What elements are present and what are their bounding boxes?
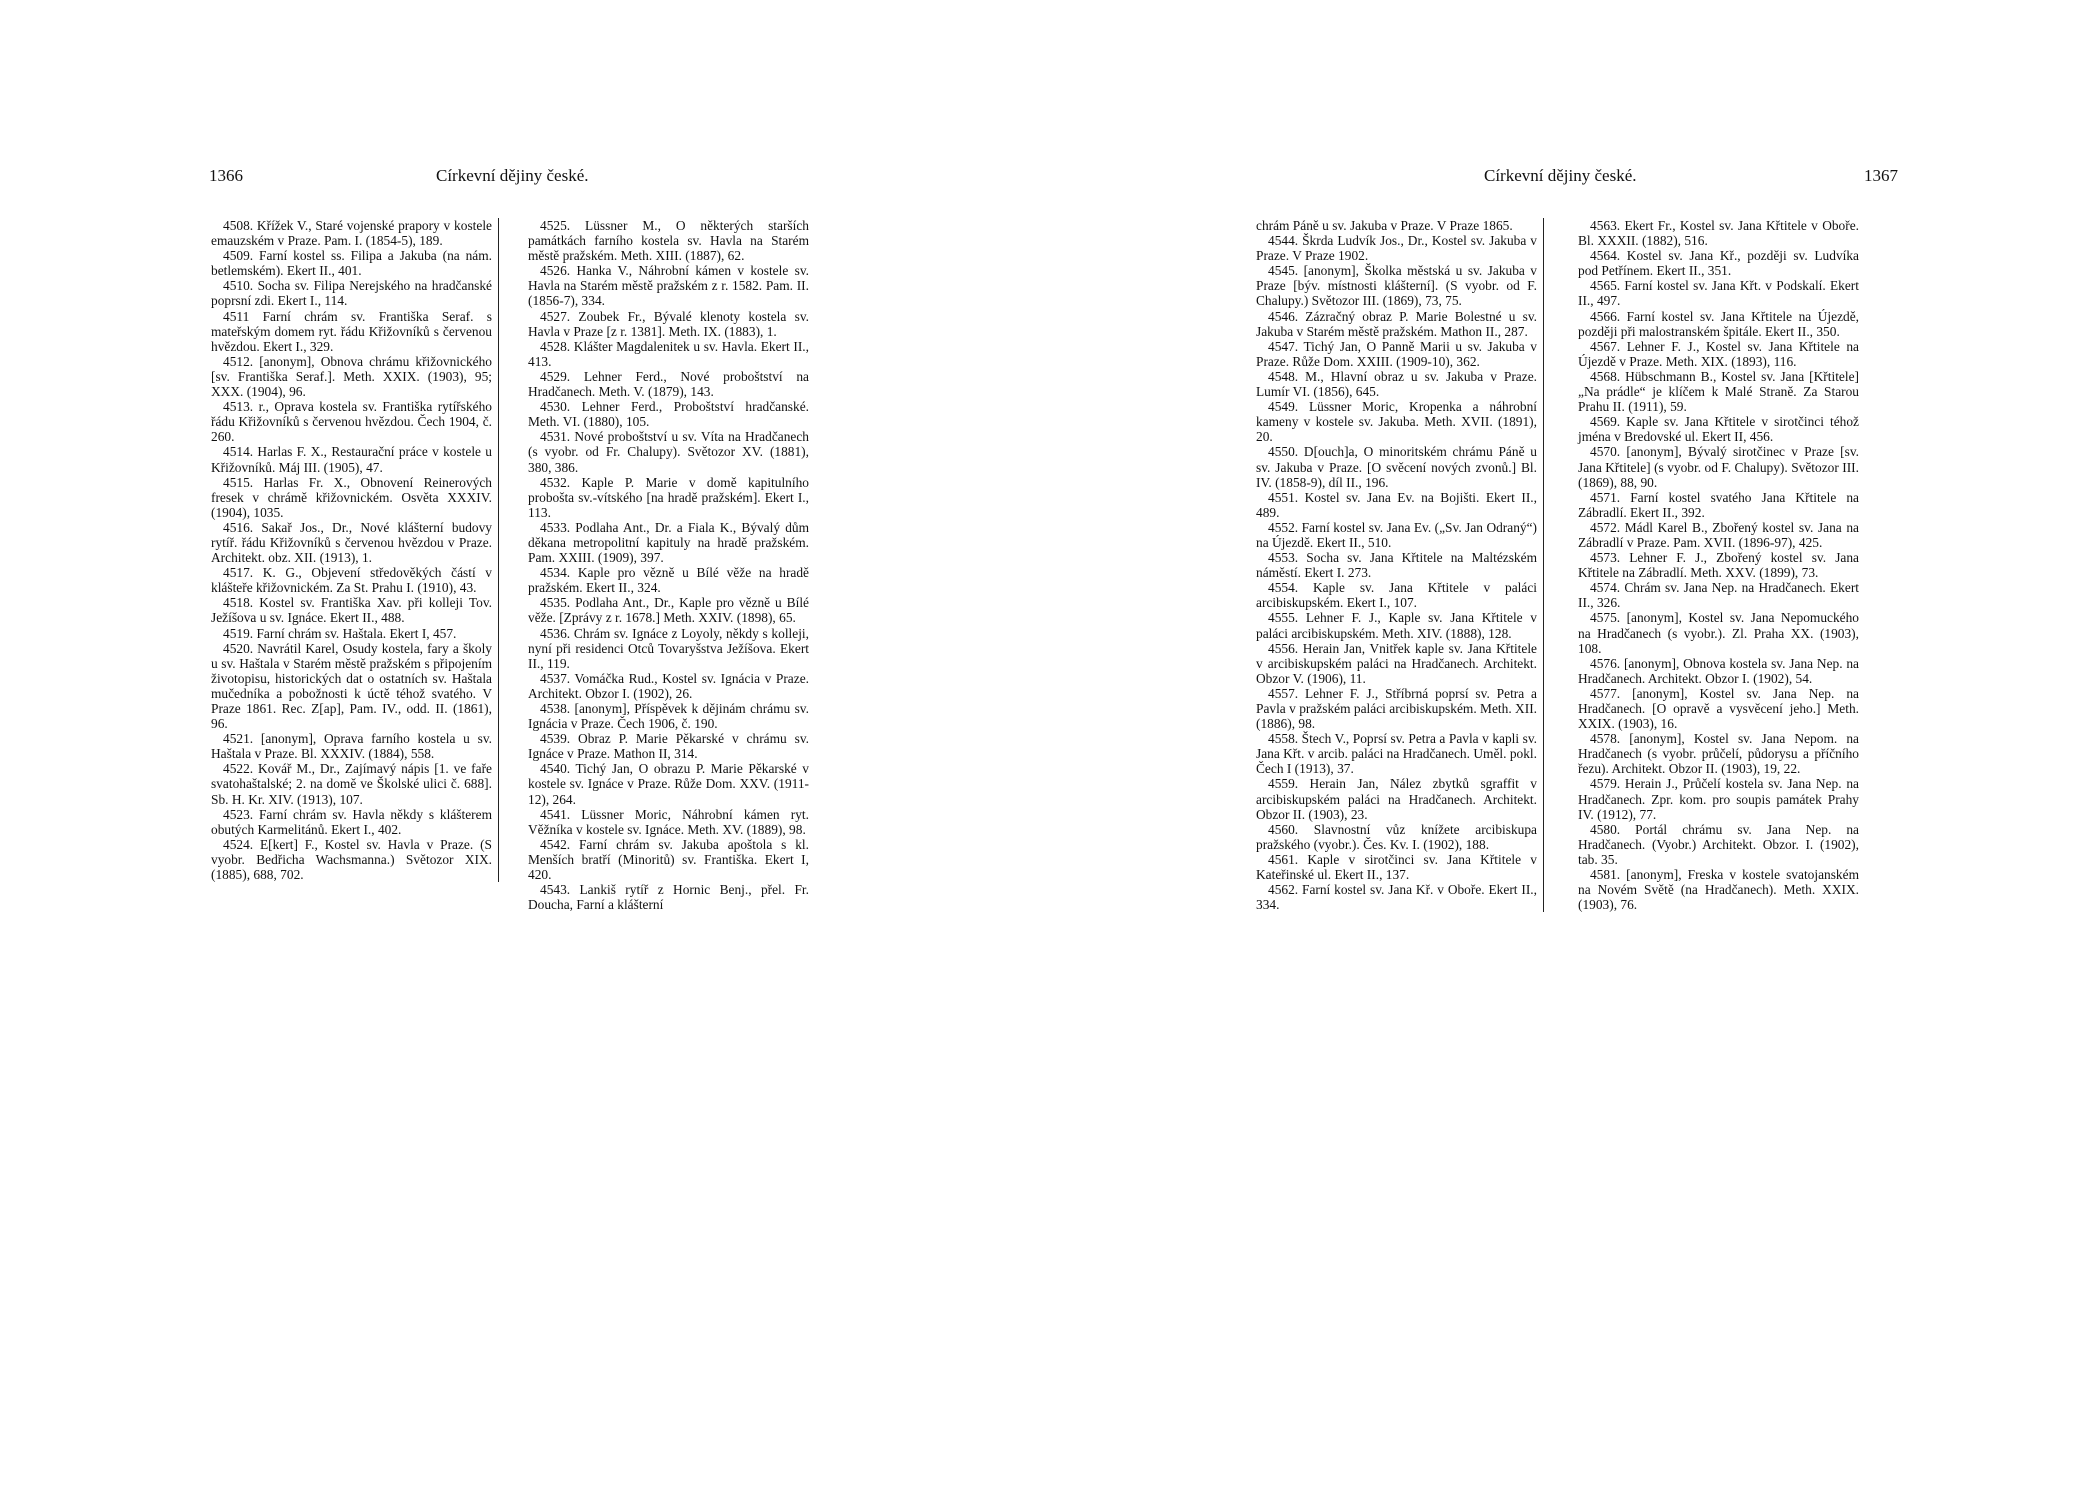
page-number: 1366 [209, 166, 243, 185]
right-page [1048, 0, 2096, 1500]
bibliography-entry: 4552. Farní kostel sv. Jana Ev. („Sv. Jan Odraný“) na Újezdě. Ekert II., 510. [1256, 519, 1537, 550]
bibliography-entry: 4557. Lehner F. J., Stříbrná poprsí sv. Petra a Pavla v pražském paláci arcibiskupském. Meth. XII. (1886), 98. [1256, 685, 1537, 732]
bibliography-entry: 4515. Harlas Fr. X., Obnovení Reinerových fresek v chrámě křižovnickém. Osvěta XXXIV. (1904), 1035. [211, 474, 492, 520]
bibliography-entry: chrám Páně u sv. Jakuba v Praze. V Praze 1865. [1256, 218, 1513, 233]
bibliography-entry: 4564. Kostel sv. Jana Kř., později sv. Ludvíka pod Petřínem. Ekert II., 351. [1578, 248, 1859, 279]
bibliography-entry: 4580. Portál chrámu sv. Jana Nep. na Hradčanech. (Vyobr.) Architekt. Obzor. I. (1902), tab. 35. [1578, 821, 1859, 867]
bibliography-entry: 4512. [anonym], Obnova chrámu křižovnického [sv. Františka Seraf.]. Meth. XXIX. (1903), 95; XXX. (1904), 96. [211, 353, 492, 400]
bibliography-entry: 4535. Podlaha Ant., Dr., Kaple pro vězně u Bílé věže. [Zprávy z r. 1678.] Meth. XXIV. (1898), 65. [528, 595, 809, 626]
bibliography-entry: 4559. Herain Jan, Nález zbytků sgraffit v arcibiskupském paláci na Hradčanech. Architekt. Obzor II. (1903), 23. [1256, 776, 1537, 822]
bibliography-entry: 4532. Kaple P. Marie v domě kapitulního probošta sv.-vítského [na hradě pražském]. Ekert I., 113. [528, 474, 809, 520]
bibliography-entry: 4558. Štech V., Poprsí sv. Petra a Pavla v kapli sv. Jana Křt. v arcib. paláci na Hradčanech. Uměl. pokl. Čech I (1913), 37. [1256, 731, 1537, 777]
bibliography-entry: 4520. Navrátil Karel, Osudy kostela, fary a školy u sv. Haštala v Starém městě pražském s připojením životopisu, historických dat o ostatních sv. Haštala mučedníka a pobožnosti k úctě téhož svatého. V Praze 1861. Rec. Z[ap], Pam. IV., odd. II. (1861), 96. [211, 640, 492, 732]
bibliography-entry: 4555. Lehner F. J., Kaple sv. Jana Křtitele v paláci arcibiskupském. Meth. XIV. (1888), 128. [1256, 610, 1537, 641]
bibliography-entry: 4545. [anonym], Školka městská u sv. Jakuba v Praze [býv. místnosti klášterní]. (S vyobr. od F. Chalupy.) Světozor III. (1869), 73, 75. [1256, 263, 1537, 309]
bibliography-entry: 4577. [anonym], Kostel sv. Jana Nep. na Hradčanech. [O opravě a vysvěcení jeho.] Meth. XXIX. (1903), 16. [1578, 685, 1859, 732]
bibliography-entry: 4565. Farní kostel sv. Jana Křt. v Podskalí. Ekert II., 497. [1578, 278, 1859, 309]
bibliography-entry: 4568. Hübschmann B., Kostel sv. Jana [Křtitele] „Na prádle“ je klíčem k Malé Straně. Za Starou Prahu II. (1911), 59. [1578, 368, 1859, 415]
bibliography-entry: 4533. Podlaha Ant., Dr. a Fiala K., Bývalý dům děkana metropolitní kapituly na hradě pražském. Pam. XXIII. (1909), 397. [528, 519, 809, 566]
bibliography-entry: 4551. Kostel sv. Jana Ev. na Bojišti. Ekert II., 489. [1256, 489, 1537, 520]
bibliography-entry: 4519. Farní chrám sv. Haštala. Ekert I, 457. [223, 625, 457, 641]
bibliography-entry: 4542. Farní chrám sv. Jakuba apoštola s kl. Menších bratří (Minoritů) sv. Františka. Ekert I, 420. [528, 836, 809, 883]
bibliography-entry: 4548. M., Hlavní obraz u sv. Jakuba v Praze. Lumír VI. (1856), 645. [1256, 368, 1537, 400]
bibliography-entry: 4566. Farní kostel sv. Jana Křtitele na Újezdě, později při malostranském špitále. Ekert II., 350. [1578, 308, 1859, 339]
bibliography-entry: 4516. Sakař Jos., Dr., Nové klášterní budovy rytíř. řádu Křižovníků s červenou hvězdou v Praze. Architekt. obz. XII. (1913), 1. [211, 519, 492, 566]
bibliography-entry: 4540. Tichý Jan, O obrazu P. Marie Pěkarské v kostele sv. Ignáce v Praze. Růže Dom. XXV. (1911-12), 264. [528, 761, 809, 807]
bibliography-entry: 4531. Nové proboštství u sv. Víta na Hradčanech (s vyobr. od Fr. Chalupy). Světozor XV. (1881), 380, 386. [528, 429, 809, 475]
bibliography-entry: 4547. Tichý Jan, O Panně Marii u sv. Jakuba v Praze. Růže Dom. XXIII. (1909-10), 362. [1256, 338, 1537, 369]
bibliography-entry: 4546. Zázračný obraz P. Marie Bolestné u sv. Jakuba v Starém městě pražském. Mathon II., 287. [1256, 308, 1537, 339]
text-column-1 [1256, 218, 1544, 912]
bibliography-entry: 4517. K. G., Objevení středověkých částí v klášteře křižovnickém. Za St. Prahu I. (1910), 43. [211, 565, 492, 596]
bibliography-entry: 4553. Socha sv. Jana Křtitele na Maltézském náměstí. Ekert I. 273. [1256, 550, 1537, 581]
running-title: Církevní dějiny české. [1484, 166, 1637, 185]
bibliography-entry: 4543. Lankiš rytíř z Hornic Benj., přel. Fr. Doucha, Farní a klášterní [528, 882, 809, 913]
bibliography-entry: 4526. Hanka V., Náhrobní kámen v kostele sv. Havla na Starém městě pražském z r. 1582. Pam. II. (1856-7), 334. [528, 263, 809, 309]
bibliography-entry: 4574. Chrám sv. Jana Nep. na Hradčanech. Ekert II., 326. [1578, 580, 1859, 611]
bibliography-entry: 4550. D[ouch]a, O minoritském chrámu Páně u sv. Jakuba v Praze. [O svěcení nových zvonů.] Bl. IV. (1858-9), díl II., 196. [1256, 444, 1537, 490]
bibliography-entry: 4518. Kostel sv. Františka Xav. při kolleji Tov. Ježíšova u sv. Ignáce. Ekert II., 488. [211, 595, 492, 626]
bibliography-entry: 4513. r., Oprava kostela sv. Františka rytířského řádu Křižovníků s červenou hvězdou. Čech 1904, č. 260. [211, 399, 492, 445]
bibliography-entry: 4573. Lehner F. J., Zbořený kostel sv. Jana Křtitele na Zábradlí. Meth. XXV. (1899), 73. [1578, 550, 1859, 581]
page-number: 1367 [1864, 166, 1898, 185]
bibliography-entry: 4534. Kaple pro vězně u Bílé věže na hradě pražském. Ekert II., 324. [528, 565, 809, 596]
bibliography-entry: 4554. Kaple sv. Jana Křtitele v paláci arcibiskupském. Ekert I., 107. [1256, 580, 1537, 611]
bibliography-entry: 4575. [anonym], Kostel sv. Jana Nepomuckého na Hradčanech (s vyobr.). Zl. Praha XX. (1903), 108. [1578, 610, 1859, 656]
bibliography-entry: 4525. Lüssner M., O některých starších památkách farního kostela sv. Havla na Starém městě pražském. Meth. XIII. (1887), 62. [528, 218, 809, 264]
bibliography-entry: 4508. Křížek V., Staré vojenské prapory v kostele emauzském v Praze. Pam. I. (1854-5), 189. [211, 218, 492, 249]
bibliography-entry: 4560. Slavnostní vůz knížete arcibiskupa pražského (vyobr.). Čes. Kv. I. (1902), 188. [1256, 821, 1537, 852]
bibliography-entry: 4572. Mádl Karel B., Zbořený kostel sv. Jana na Zábradlí v Praze. Pam. XVII. (1896-97), 425. [1578, 519, 1859, 550]
bibliography-entry: 4563. Ekert Fr., Kostel sv. Jana Křtitele v Oboře. Bl. XXXII. (1882), 516. [1578, 218, 1859, 249]
bibliography-entry: 4509. Farní kostel ss. Filipa a Jakuba (na nám. betlemském). Ekert II., 401. [211, 248, 492, 279]
bibliography-entry: 4579. Herain J., Průčelí kostela sv. Jana Nep. na Hradčanech. Zpr. kom. pro soupis památek Prahy IV. (1912), 77. [1578, 776, 1859, 822]
text-column-1 [211, 218, 499, 882]
bibliography-entry: 4522. Kovář M., Dr., Zajímavý nápis [1. ve faře svatohaštalské; 2. na domě ve Školské ulici č. 688]. Sb. H. Kr. XIV. (1913), 107. [211, 761, 492, 807]
bibliography-entry: 4561. Kaple v sirotčinci sv. Jana Křtitele v Kateřinské ul. Ekert II., 137. [1256, 851, 1537, 883]
running-title: Církevní dějiny české. [436, 166, 589, 185]
bibliography-entry: 4528. Klášter Magdalenitek u sv. Havla. Ekert II., 413. [528, 338, 809, 369]
bibliography-entry: 4569. Kaple sv. Jana Křtitele v sirotčinci téhož jména v Bredovské ul. Ekert II, 456. [1578, 414, 1859, 445]
bibliography-entry: 4567. Lehner F. J., Kostel sv. Jana Křtitele na Újezdě v Praze. Meth. XIX. (1893), 116. [1578, 338, 1859, 369]
bibliography-entry: 4544. Škrda Ludvík Jos., Dr., Kostel sv. Jakuba v Praze. V Praze 1902. [1256, 233, 1537, 264]
bibliography-entry: 4510. Socha sv. Filipa Nerejského na hradčanské poprsní zdi. Ekert I., 114. [211, 278, 492, 309]
bibliography-entry: 4571. Farní kostel svatého Jana Křtitele na Zábradlí. Ekert II., 392. [1578, 489, 1859, 520]
bibliography-entry: 4576. [anonym], Obnova kostela sv. Jana Nep. na Hradčanech. Architekt. Obzor I. (1902), 54. [1578, 655, 1859, 686]
bibliography-entry: 4541. Lüssner Moric, Náhrobní kámen ryt. Věžníka v kostele sv. Ignáce. Meth. XV. (1889), 98. [528, 806, 809, 837]
bibliography-entry: 4549. Lüssner Moric, Kropenka a náhrobní kameny v kostele sv. Jakuba. Meth. XVII. (1891), 20. [1256, 399, 1537, 445]
bibliography-entry: 4570. [anonym], Bývalý sirotčinec v Praze [sv. Jana Křtitele] (s vyobr. od F. Chalupy). Světozor III. (1869), 88, 90. [1578, 444, 1859, 490]
bibliography-entry: 4581. [anonym], Freska v kostele svatojanském na Novém Světě (na Hradčanech). Meth. XXIX. (1903), 76. [1578, 867, 1859, 913]
bibliography-entry: 4556. Herain Jan, Vnitřek kaple sv. Jana Křtitele v arcibiskupském paláci na Hradčanech. Architekt. Obzor V. (1906), 11. [1256, 640, 1537, 686]
bibliography-entry: 4511 Farní chrám sv. Františka Seraf. s mateřským domem ryt. řádu Křižovníků s červenou hvězdou. Ekert I., 329. [211, 308, 492, 354]
bibliography-entry: 4536. Chrám sv. Ignáce z Loyoly, někdy s kolleji, nyní při residenci Otců Tovaryšstva Ježíšova. Ekert II., 119. [528, 625, 809, 671]
bibliography-entry: 4524. E[kert] F., Kostel sv. Havla v Praze. (S vyobr. Bedřicha Wachsmanna.) Světozor XIX. (1885), 688, 702. [211, 836, 492, 883]
bibliography-entry: 4537. Vomáčka Rud., Kostel sv. Ignácia v Praze. Architekt. Obzor I. (1902), 26. [528, 670, 809, 701]
bibliography-entry: 4539. Obraz P. Marie Pěkarské v chrámu sv. Ignáce v Praze. Mathon II, 314. [528, 731, 809, 762]
bibliography-entry: 4538. [anonym], Příspěvek k dějinám chrámu sv. Ignácia v Praze. Čech 1906, č. 190. [528, 701, 809, 732]
bibliography-entry: 4529. Lehner Ferd., Nové proboštství na Hradčanech. Meth. V. (1879), 143. [528, 368, 809, 400]
text-column-2 [528, 218, 809, 912]
bibliography-entry: 4562. Farní kostel sv. Jana Kř. v Oboře. Ekert II., 334. [1256, 882, 1537, 913]
bibliography-entry: 4521. [anonym], Oprava farního kostela u sv. Haštala v Praze. Bl. XXXIV. (1884), 558. [211, 731, 492, 762]
bibliography-entry: 4578. [anonym], Kostel sv. Jana Nepom. na Hradčanech (s vyobr. průčelí, půdorysu a příčního řezu). Architekt. Obzor II. (1903), 19, 22. [1578, 731, 1859, 777]
bibliography-entry: 4523. Farní chrám sv. Havla někdy s klášterem obutých Karmelitánů. Ekert I., 402. [211, 806, 492, 837]
bibliography-entry: 4514. Harlas F. X., Restaurační práce v kostele u Křižovníků. Máj III. (1905), 47. [211, 444, 492, 475]
bibliography-entry: 4527. Zoubek Fr., Bývalé klenoty kostela sv. Havla v Praze [z r. 1381]. Meth. IX. (1883), 1. [528, 308, 809, 339]
bibliography-entry: 4530. Lehner Ferd., Proboštství hradčanské. Meth. VI. (1880), 105. [528, 399, 809, 430]
text-column-2 [1578, 218, 1859, 912]
